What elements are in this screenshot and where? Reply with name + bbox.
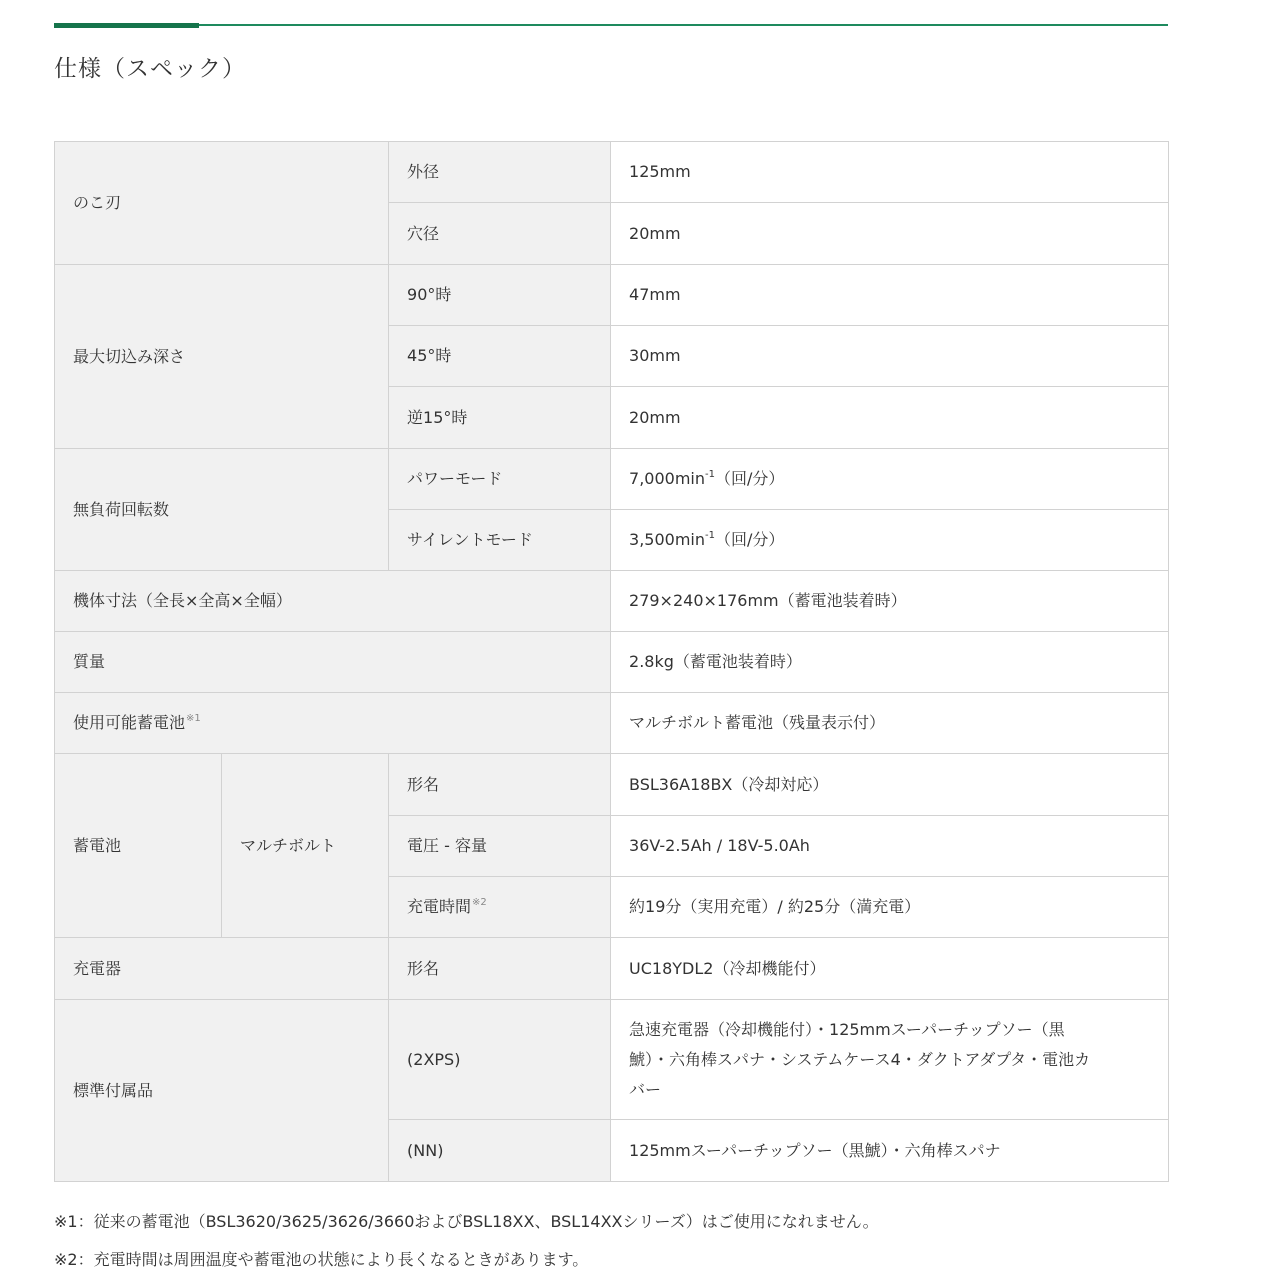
sub-header-outer-diameter: 外径 xyxy=(389,142,611,203)
sub-header-nn: (NN) xyxy=(389,1120,611,1182)
speed-value: 7,000min xyxy=(629,469,705,488)
table-row xyxy=(55,265,1169,326)
sub-header-charge-time xyxy=(389,877,611,938)
row-header-battery: 蓄電池 xyxy=(55,754,222,938)
usable-battery-label: 使用可能蓄電池 xyxy=(73,713,186,732)
table-row xyxy=(55,632,1169,693)
value-90deg: 47mm xyxy=(611,265,1169,326)
row-header-dimensions: 機体寸法（全長×全高×全幅） xyxy=(55,571,611,632)
sub-header-silent-mode: サイレントモード xyxy=(389,510,611,571)
accessories-2xps-line: バー xyxy=(629,1079,662,1099)
speed-exponent: -1 xyxy=(705,530,715,541)
row-header-usable-battery xyxy=(55,693,611,754)
speed-value: 3,500min xyxy=(629,530,705,549)
value-silent-mode xyxy=(611,510,1169,571)
footnotes xyxy=(54,1207,879,1283)
accessories-2xps-line: 鯱）・六角棒スパナ・システムケース4・ダクトアダプタ・電池カ xyxy=(629,1049,1091,1069)
row-header-battery-type: マルチボルト xyxy=(222,754,389,938)
value-mass: 2.8kg（蓄電池装着時） xyxy=(611,632,1169,693)
value-45deg: 30mm xyxy=(611,326,1169,387)
table-row xyxy=(55,449,1169,510)
speed-unit: （回/分） xyxy=(714,469,785,488)
value-battery-model: BSL36A18BX（冷却対応） xyxy=(611,754,1169,816)
table-row xyxy=(55,693,1169,754)
sub-header-90deg: 90°時 xyxy=(389,265,611,326)
value-charge-time: 約19分（実用充電）/ 約25分（満充電） xyxy=(611,877,1169,938)
value-hole-diameter: 20mm xyxy=(611,203,1169,265)
table-row xyxy=(55,142,1169,203)
footnote-ref-1: ※1 xyxy=(186,713,201,724)
charge-time-label: 充電時間 xyxy=(407,897,472,916)
value-power-mode xyxy=(611,449,1169,510)
table-row xyxy=(55,571,1169,632)
table-row xyxy=(55,1000,1169,1120)
value-outer-diameter: 125mm xyxy=(611,142,1169,203)
row-header-speed: 無負荷回転数 xyxy=(55,449,389,571)
value-2xps xyxy=(611,1000,1169,1120)
sub-header-rev15deg: 逆15°時 xyxy=(389,387,611,449)
row-header-charger: 充電器 xyxy=(55,938,389,1000)
page-title: 仕様（スペック） xyxy=(54,56,246,82)
footnote-2: ※2：充電時間は周囲温度や蓄電池の状態により長くなるときがあります。 xyxy=(54,1250,589,1269)
row-header-cut-depth: 最大切込み深さ xyxy=(55,265,389,449)
section-divider-accent xyxy=(54,23,199,28)
table-row xyxy=(55,754,1169,816)
sub-header-battery-model: 形名 xyxy=(389,754,611,816)
footnote-1: ※1：従来の蓄電池（BSL3620/3625/3626/3660およびBSL18XX、BSL14XXシリーズ）はご使用になれません。 xyxy=(54,1212,879,1231)
value-charger-model: UC18YDL2（冷却機能付） xyxy=(611,938,1169,1000)
sub-header-45deg: 45°時 xyxy=(389,326,611,387)
row-header-accessories: 標準付属品 xyxy=(55,1000,389,1182)
value-nn: 125mmスーパーチップソー（黒鯱）・六角棒スパナ xyxy=(611,1120,1169,1182)
accessories-2xps-line: 急速充電器（冷却機能付）・125mmスーパーチップソー（黒 xyxy=(629,1019,1065,1039)
value-usable-battery: マルチボルト蓄電池（残量表示付） xyxy=(611,693,1169,754)
sub-header-charger-model: 形名 xyxy=(389,938,611,1000)
footnote-ref-2: ※2 xyxy=(472,897,487,908)
table-row xyxy=(55,938,1169,1000)
value-dimensions: 279×240×176mm（蓄電池装着時） xyxy=(611,571,1169,632)
value-voltage: 36V-2.5Ah / 18V-5.0Ah xyxy=(611,816,1169,877)
row-header-blade: のこ刃 xyxy=(55,142,389,265)
spec-table xyxy=(54,141,1169,1182)
value-rev15deg: 20mm xyxy=(611,387,1169,449)
section-divider xyxy=(54,24,1168,26)
row-header-mass: 質量 xyxy=(55,632,611,693)
sub-header-hole-diameter: 穴径 xyxy=(389,203,611,265)
sub-header-voltage: 電圧 - 容量 xyxy=(389,816,611,877)
speed-exponent: -1 xyxy=(705,469,715,480)
sub-header-power-mode: パワーモード xyxy=(389,449,611,510)
speed-unit: （回/分） xyxy=(714,530,785,549)
sub-header-2xps: (2XPS) xyxy=(389,1000,611,1120)
